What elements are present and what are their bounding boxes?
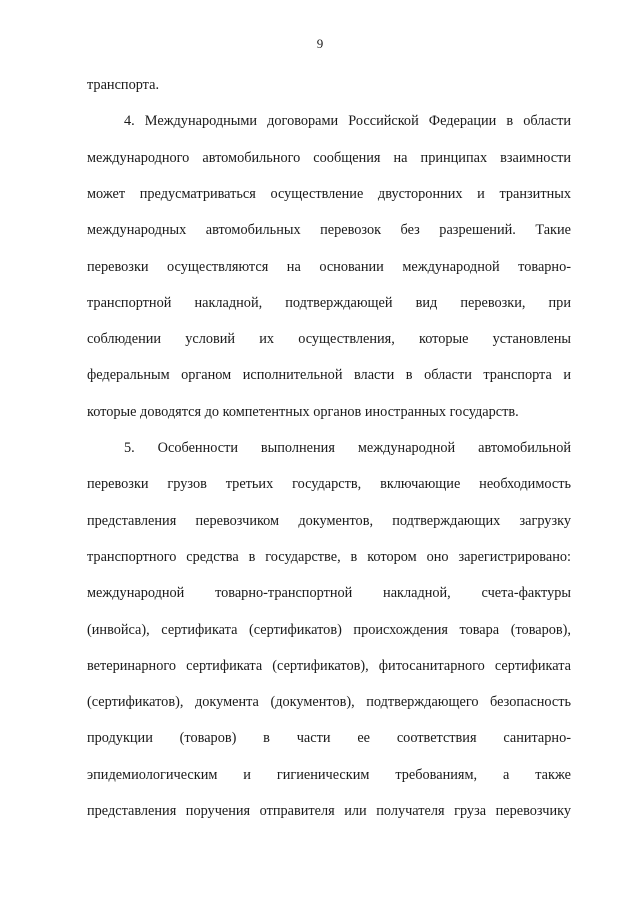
text-line: транспорта. [87, 77, 160, 93]
text-line: соблюдении условий их осуществления, которые установлены [87, 331, 571, 348]
text-line: может предусматриваться осуществление двусторонних и транзитных [87, 185, 571, 202]
text-line: (инвойса), сертификата (сертификатов) происхождения товара (товаров), [87, 621, 571, 638]
text-line: 5. Особенности выполнения международной автомобильной [124, 440, 571, 456]
page-number: 9 [316, 36, 324, 51]
text-line: перевозки грузов третьих государств, включающие необходимость [87, 476, 571, 493]
text-line: транспортной накладной, подтверждающей вид перевозки, при [87, 294, 571, 311]
text-line: международной товарно-транспортной накладной, счета-фактуры [87, 585, 571, 602]
text-line: (сертификатов), документа (документов), подтверждающего безопасность [87, 694, 571, 711]
text-line: представления перевозчиком документов, подтверждающих загрузку [87, 512, 571, 529]
text-line: 4. Международными договорами Российской Федерации в области [124, 113, 571, 130]
text-line: эпидемиологическим и гигиеническим требованиям, а также [87, 766, 571, 783]
text-line: представления поручения отправителя или получателя груза перевозчику [87, 803, 571, 819]
text-line: международных автомобильных перевозок без разрешений. Такие [87, 222, 571, 239]
text-line: ветеринарного сертификата (сертификатов), фитосанитарного сертификата [87, 657, 571, 674]
text-line: перевозки осуществляются на основании международной товарно- [87, 258, 571, 275]
text-line: продукции (товаров) в части ее соответствия санитарно- [87, 730, 571, 747]
text-line: транспортного средства в государстве, в котором оно зарегистрировано: [87, 548, 571, 565]
text-line: международного автомобильного сообщения на принципах взаимности [87, 149, 571, 166]
text-line: федеральным органом исполнительной власти в области транспорта и [87, 367, 571, 384]
text-line: которые доводятся до компетентных органов иностранных государств. [87, 403, 519, 420]
